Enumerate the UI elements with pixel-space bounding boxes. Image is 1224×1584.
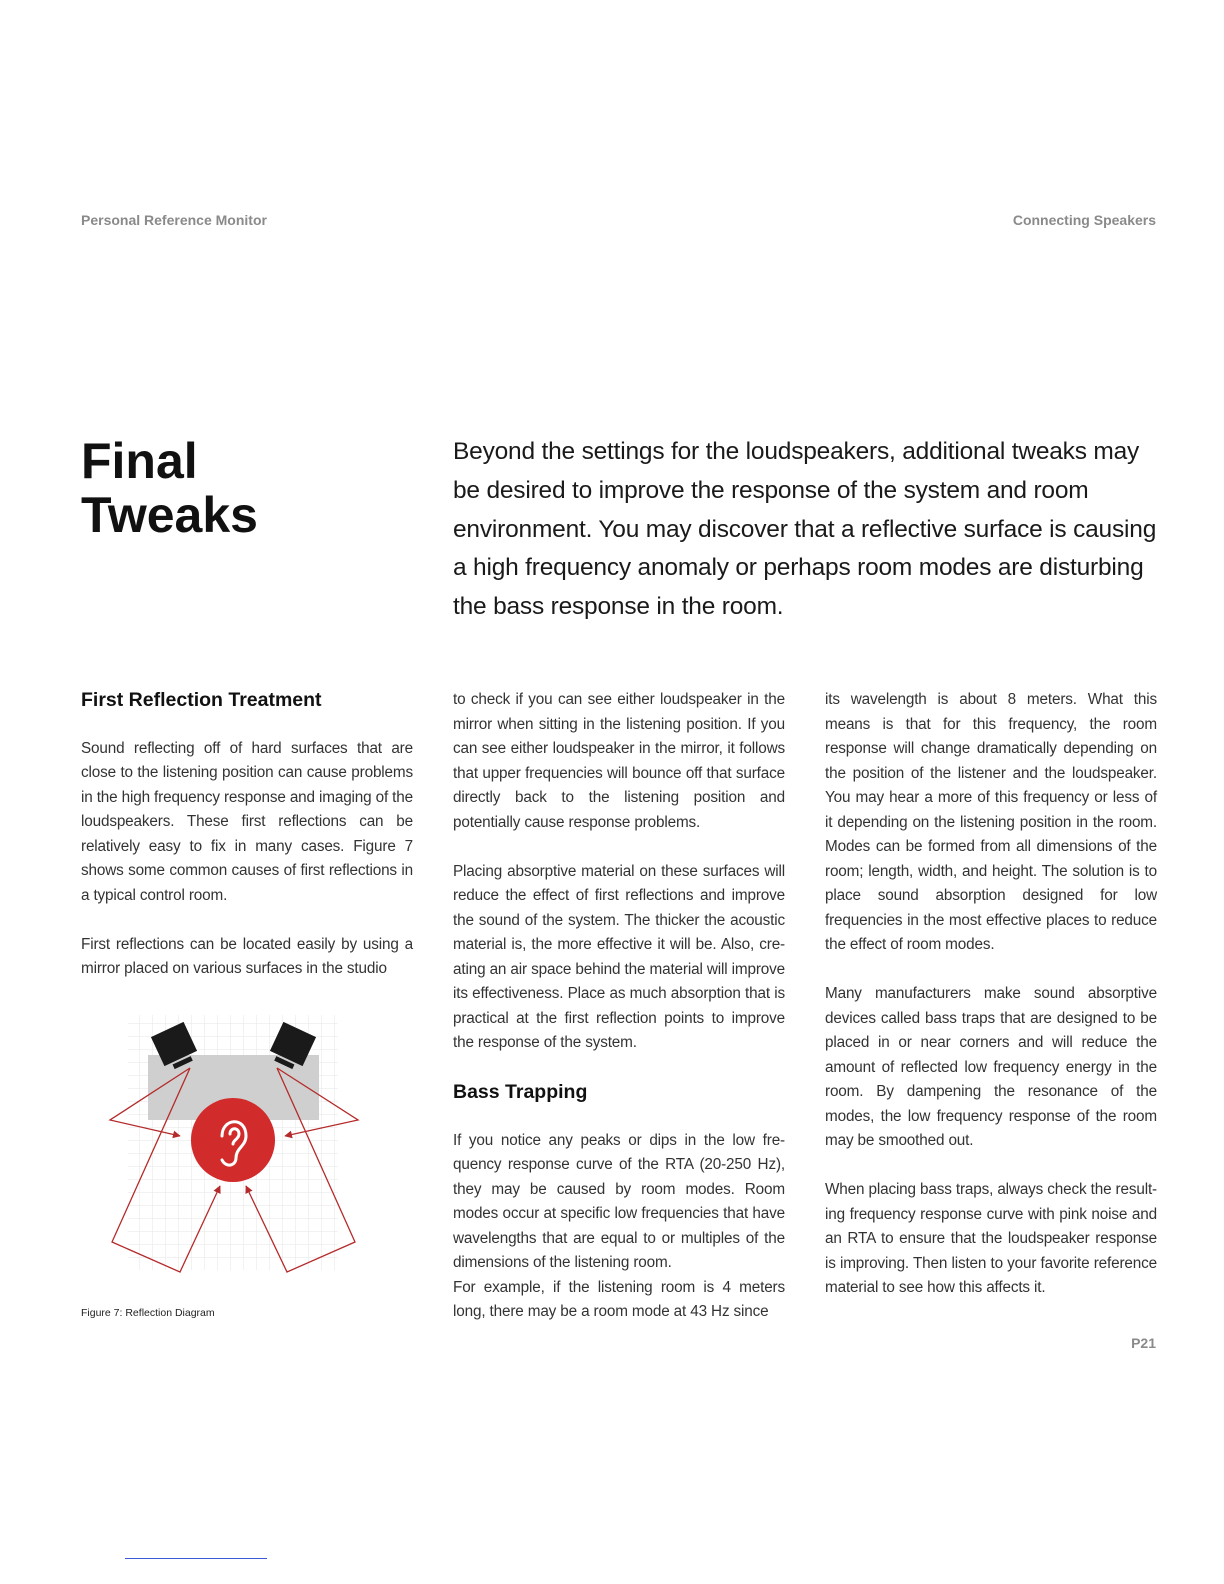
paragraph: its wavelength is about 8 meters. What this means is that for this frequency, the room response will change dramatically depending on the position of the listener and the loudspeaker. You may hear a more of this frequency or less of it depending on the listening position in the room. Modes can be formed from all dimensions of the room; length, width, and height. The solution is to place sound absorption designed for low frequencies in the most effective places to reduce the effect of room modes. — [825, 691, 1157, 953]
title-line-2: Tweaks — [81, 487, 258, 543]
listener-circle — [191, 1098, 275, 1182]
heading-bass-trapping: Bass Trapping — [453, 1081, 588, 1103]
figure-caption: Figure 7: Reflection Diagram — [81, 1307, 215, 1319]
column-1 — [81, 688, 413, 982]
lead-paragraph: Beyond the settings for the loudspeakers, additional tweaks may be desired to improve the response of the system and room environment. You may discover that a reflective surface is causing a high frequency anomaly or perhaps room modes are disturbing the bass response in the room. — [453, 438, 1157, 621]
reflection-diagram-svg — [100, 1010, 370, 1285]
paragraph: For example, if the listening room is 4 meters long, there may be a room mode at 43 Hz since — [453, 1278, 785, 1320]
column-2 — [453, 688, 785, 1325]
paragraph: to check if you can see either loudspeaker in the mirror when sitting in the listening position. If you can see either loudspeaker in the mirror, it follows that upper frequencies will bounce off that surface directly back to the listening position and potentially cause response problems. — [453, 691, 785, 831]
heading-first-reflection: First Reflection Treatment — [81, 689, 322, 711]
running-head-left: Personal Reference Monitor — [81, 212, 267, 228]
paragraph: Many manufacturers make sound absorptive devices called bass traps that are designed to be placed in or near corners and will reduce the amount of reflected low frequency energy in the room. By dampening the resonance of the modes, the low frequency response of the room may be smoothed out. — [825, 985, 1157, 1149]
paragraph: Placing absorptive material on these surfaces will reduce the effect of first reflections and improve the sound of the system. The thicker the acoustic material is, the more effective it will be. Also, cre-ating an air space behind the material will improve its effectiveness. Place as much absorption that is practical at the first reflection points to improve the response of the system. — [453, 862, 785, 1051]
paragraph: When placing bass traps, always check the result-ing frequency response curve with pink noise and an RTA to ensure that the loudspeaker response is improving. Then listen to your favorite reference material to see how this affects it. — [825, 1181, 1157, 1296]
running-head-right: Connecting Speakers — [1012, 212, 1156, 228]
paragraph: If you notice any peaks or dips in the low fre-quency response curve of the RTA (20-250 Hz), they may be caused by room modes. Room modes occur at specific low frequencies that have wavelengths that are equal to or multiples of the dimensions of the listening room. — [453, 1131, 785, 1271]
paragraph: Sound reflecting off of hard surfaces that are close to the listening position can cause problems in the high frequency response and imaging of the loudspeakers. These first reflections can be relatively easy to fix in many cases. Figure 7 shows some common causes of first reflections in a typical control room. — [81, 739, 413, 904]
column-3 — [825, 688, 1157, 1301]
page-number: P21 — [1131, 1335, 1156, 1351]
page-title — [81, 434, 258, 542]
bottom-rule — [125, 1558, 267, 1559]
paragraph: First reflections can be located easily by using a mirror placed on various surfaces in the studio — [81, 935, 413, 977]
reflection-diagram — [100, 1010, 370, 1285]
title-line-1: Final — [81, 433, 198, 489]
